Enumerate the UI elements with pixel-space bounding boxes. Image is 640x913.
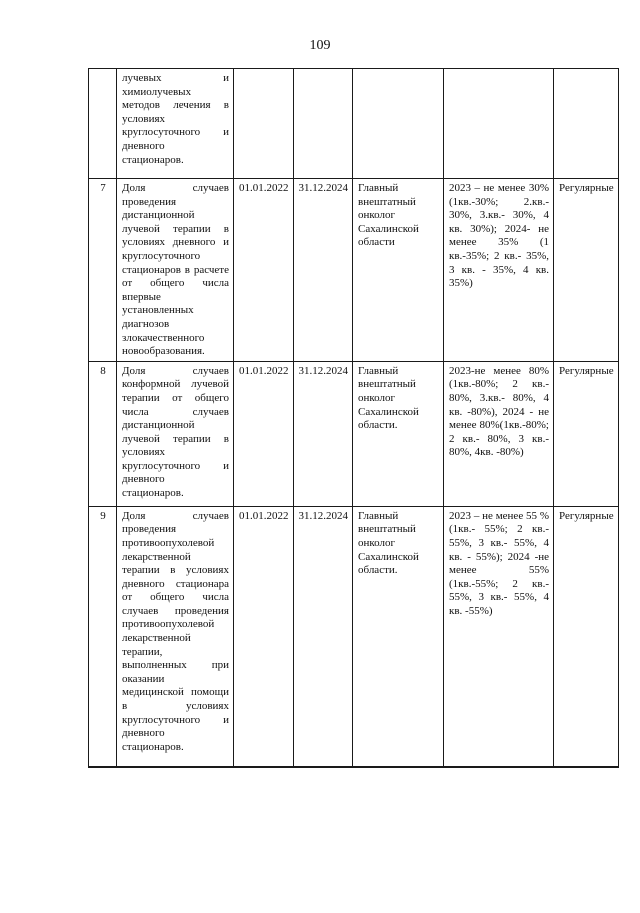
responsible: Главный внештатный онколог Сахалинской области.	[353, 361, 444, 506]
start-date: 01.01.2022	[234, 179, 294, 362]
periodicity: Регулярные	[554, 179, 619, 362]
indicator-name	[117, 69, 234, 179]
responsible	[353, 69, 444, 179]
periodicity	[554, 69, 619, 179]
row-number: 7	[89, 179, 117, 362]
row-number: 8	[89, 361, 117, 506]
start-date	[234, 69, 294, 179]
table-row	[89, 69, 619, 179]
end-date: 31.12.2024	[293, 361, 353, 506]
row-number: 9	[89, 506, 117, 767]
responsible: Главный внештатный онколог Сахалинской области	[353, 179, 444, 362]
end-date	[293, 69, 353, 179]
indicator-text: Доля случаев проведения дистанционной лучевой терапии в условиях дневного и круглосуточного стационаров в расчете от общего числа впервые установленных диагнозов злокачественного новообразования.	[122, 182, 229, 358]
start-date: 01.01.2022	[234, 361, 294, 506]
indicator-name	[117, 361, 234, 506]
target-value	[444, 69, 554, 179]
indicator-name	[117, 179, 234, 362]
table-row	[89, 179, 619, 362]
table-row	[89, 361, 619, 506]
start-date: 01.01.2022	[234, 506, 294, 767]
target-value: 2023 – не менее 30% (1кв.-30%; 2.кв.- 30%, 3.кв.- 30%, 4 кв. 30%); 2024- не менее 35% (1 кв.-35%; 2 кв.- 35%, 3 кв. - 35%, 4 кв. 35%)	[444, 179, 554, 362]
target-value: 2023 – не менее 55 % (1кв.- 55%; 2 кв.- 55%, 3 кв.- 55%, 4 кв. - 55%); 2024 -не менее 55% (1кв.-55%; 2 кв.- 55%, 3 кв.- 55%, 4 кв. -55%)	[444, 506, 554, 767]
indicator-text: Доля случаев конформной лучевой терапии от общего числа случаев дистанционной лучевой терапии в условиях круглосуточного и дневного стационаров.	[122, 364, 229, 500]
indicator-text: лучевых и химиолучевых методов лечения в условиях круглосуточного и дневного стационаров.	[122, 72, 229, 166]
plan-table	[88, 68, 619, 768]
responsible: Главный внештатный онколог Сахалинской области.	[353, 506, 444, 767]
page-number: 109	[309, 38, 331, 53]
indicator-name	[117, 506, 234, 767]
end-date: 31.12.2024	[293, 506, 353, 767]
indicator-text: Доля случаев проведения противоопухолевой лекарственной терапии в условиях дневного стационара от общего числа случаев проведения противоопухолевой лекарственной терапии, выполненных при оказании медицинской помощи в условиях круглосуточного и дневного стационаров.	[122, 509, 229, 753]
end-date: 31.12.2024	[293, 179, 353, 362]
periodicity: Регулярные	[554, 506, 619, 767]
row-number	[89, 69, 117, 179]
periodicity: Регулярные	[554, 361, 619, 506]
table-row	[89, 506, 619, 767]
target-value: 2023-не менее 80% (1кв.-80%; 2 кв.- 80%, 3.кв.- 80%, 4 кв. -80%), 2024 - не менее 80%(1кв.-80%; 2 кв.- 80%, 3 кв.- 80%, 4кв. -80%)	[444, 361, 554, 506]
